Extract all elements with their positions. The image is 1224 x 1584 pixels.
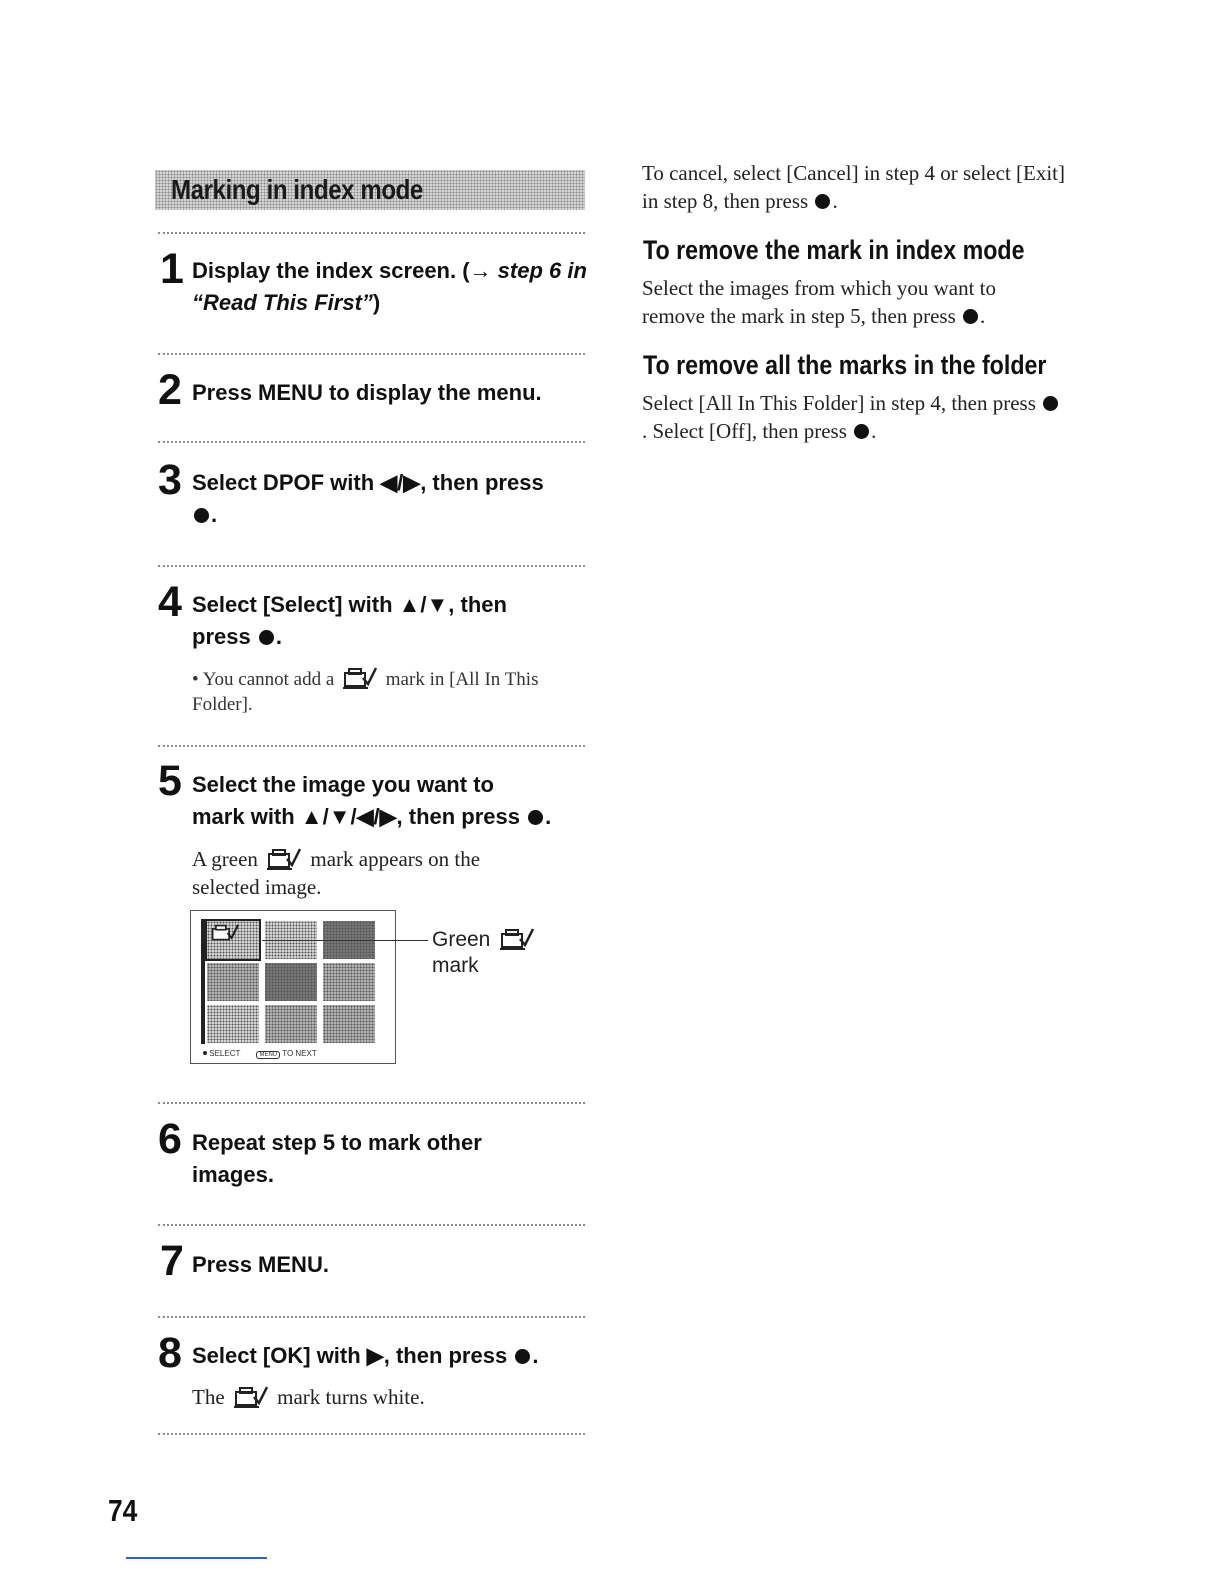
callout-line (262, 940, 428, 941)
remove-all-paragraph (642, 389, 1062, 445)
body-text: mark turns white. (277, 1385, 425, 1409)
body-text: The (192, 1385, 225, 1409)
step-text (192, 589, 592, 653)
note-text: mark in [All In This Folder]. (192, 669, 539, 715)
step-number: 5 (158, 757, 182, 805)
center-button-dot-icon (1043, 396, 1058, 411)
divider (158, 745, 585, 747)
page-number: 74 (108, 1493, 138, 1528)
step-text (192, 1340, 592, 1372)
center-button-dot-icon (815, 194, 830, 209)
step-text-part: Select the image you want to (192, 772, 494, 797)
thumbnail (207, 1005, 259, 1043)
print-mark-icon (234, 1385, 268, 1409)
center-button-dot-icon (203, 1051, 207, 1055)
step-text: Repeat step 5 to mark other images. (192, 1130, 482, 1187)
body-text: . (980, 304, 986, 328)
center-button-dot-icon (854, 424, 869, 439)
print-mark-icon (343, 666, 377, 690)
step-body (192, 845, 532, 901)
subheading-remove-mark: To remove the mark in index mode (643, 235, 1025, 265)
step-text (192, 255, 592, 319)
step-text-part: Select [OK] with ▶, then press (192, 1343, 508, 1368)
callout-label (432, 927, 538, 979)
step-text-part: Select DPOF with ◀/▶, then press (192, 470, 544, 495)
divider (158, 441, 585, 443)
section-title: Marking in index mode (171, 174, 423, 205)
thumbnail (323, 963, 375, 1001)
step-number: 1 (160, 245, 184, 293)
remove-mark-paragraph (642, 274, 1062, 330)
body-text: . (871, 419, 877, 443)
subheading-remove-all: To remove all the marks in the folder (643, 350, 1047, 380)
screen-guide-bar (203, 1049, 317, 1059)
callout-text: Green (432, 928, 491, 951)
step-text-part: . (275, 624, 282, 649)
step-text-part: . (211, 502, 218, 527)
body-text: . (832, 189, 838, 213)
thumbnail (265, 1005, 317, 1043)
step-text: Press MENU to display the menu. (192, 380, 542, 405)
page-number-underline (126, 1557, 267, 1559)
divider (158, 565, 585, 567)
body-text: mark appears on the selected image. (192, 847, 481, 899)
step-body (192, 1383, 532, 1411)
step-text-part: ) (372, 290, 381, 315)
callout-text: mark (432, 954, 479, 977)
center-button-dot-icon (528, 810, 543, 825)
divider (158, 1102, 585, 1104)
step-number: 6 (158, 1115, 182, 1163)
step-text-part: Select [Select] with ▲/▼, then (192, 592, 507, 617)
body-text: To cancel, select [Cancel] in step 4 or select [Exit] in step 8, then press (642, 161, 1066, 213)
step-number: 7 (160, 1237, 184, 1285)
index-screen-illustration (190, 910, 396, 1064)
center-button-dot-icon (963, 309, 978, 324)
cancel-paragraph (642, 159, 1072, 215)
guide-select: SELECT (209, 1049, 241, 1058)
step-number: 8 (158, 1329, 182, 1377)
step-ref: step 6 in “Read This First” (192, 258, 587, 315)
step-number: 3 (158, 456, 182, 504)
divider (158, 1433, 585, 1435)
step-text (192, 769, 592, 833)
divider (158, 353, 585, 355)
section-banner (155, 170, 585, 210)
print-mark-icon (267, 847, 301, 871)
divider (158, 1224, 585, 1226)
step-text-part: Display the index screen. (→ (192, 258, 498, 283)
center-button-dot-icon (259, 630, 274, 645)
step-text-part: . (532, 1343, 539, 1368)
thumbnail (323, 1005, 375, 1043)
center-button-dot-icon (194, 508, 209, 523)
step-text-part: press (192, 624, 251, 649)
step-text: Press MENU. (192, 1252, 329, 1277)
step-text-part: . (545, 804, 552, 829)
step-number: 2 (158, 366, 182, 414)
body-text: Select the images from which you want to remove the mark in step 5, then press (642, 276, 996, 328)
step-text-part: mark with ▲/▼/◀/▶, then press (192, 804, 521, 829)
body-text: . Select [Off], then press (642, 419, 847, 443)
center-button-dot-icon (515, 1349, 530, 1364)
step-note (192, 666, 587, 717)
menu-key: MENU (256, 1051, 280, 1059)
thumbnail (207, 963, 259, 1001)
body-text: A green (192, 847, 258, 871)
print-mark-icon (500, 927, 534, 951)
step-number: 4 (158, 578, 182, 626)
guide-next: TO NEXT (282, 1049, 317, 1058)
body-text: Select [All In This Folder] in step 4, then press (642, 391, 1036, 415)
note-text: • You cannot add a (192, 669, 335, 690)
step-text (192, 467, 592, 531)
print-mark-icon (211, 923, 239, 943)
divider (158, 232, 585, 234)
divider (158, 1316, 585, 1318)
thumbnail (265, 963, 317, 1001)
